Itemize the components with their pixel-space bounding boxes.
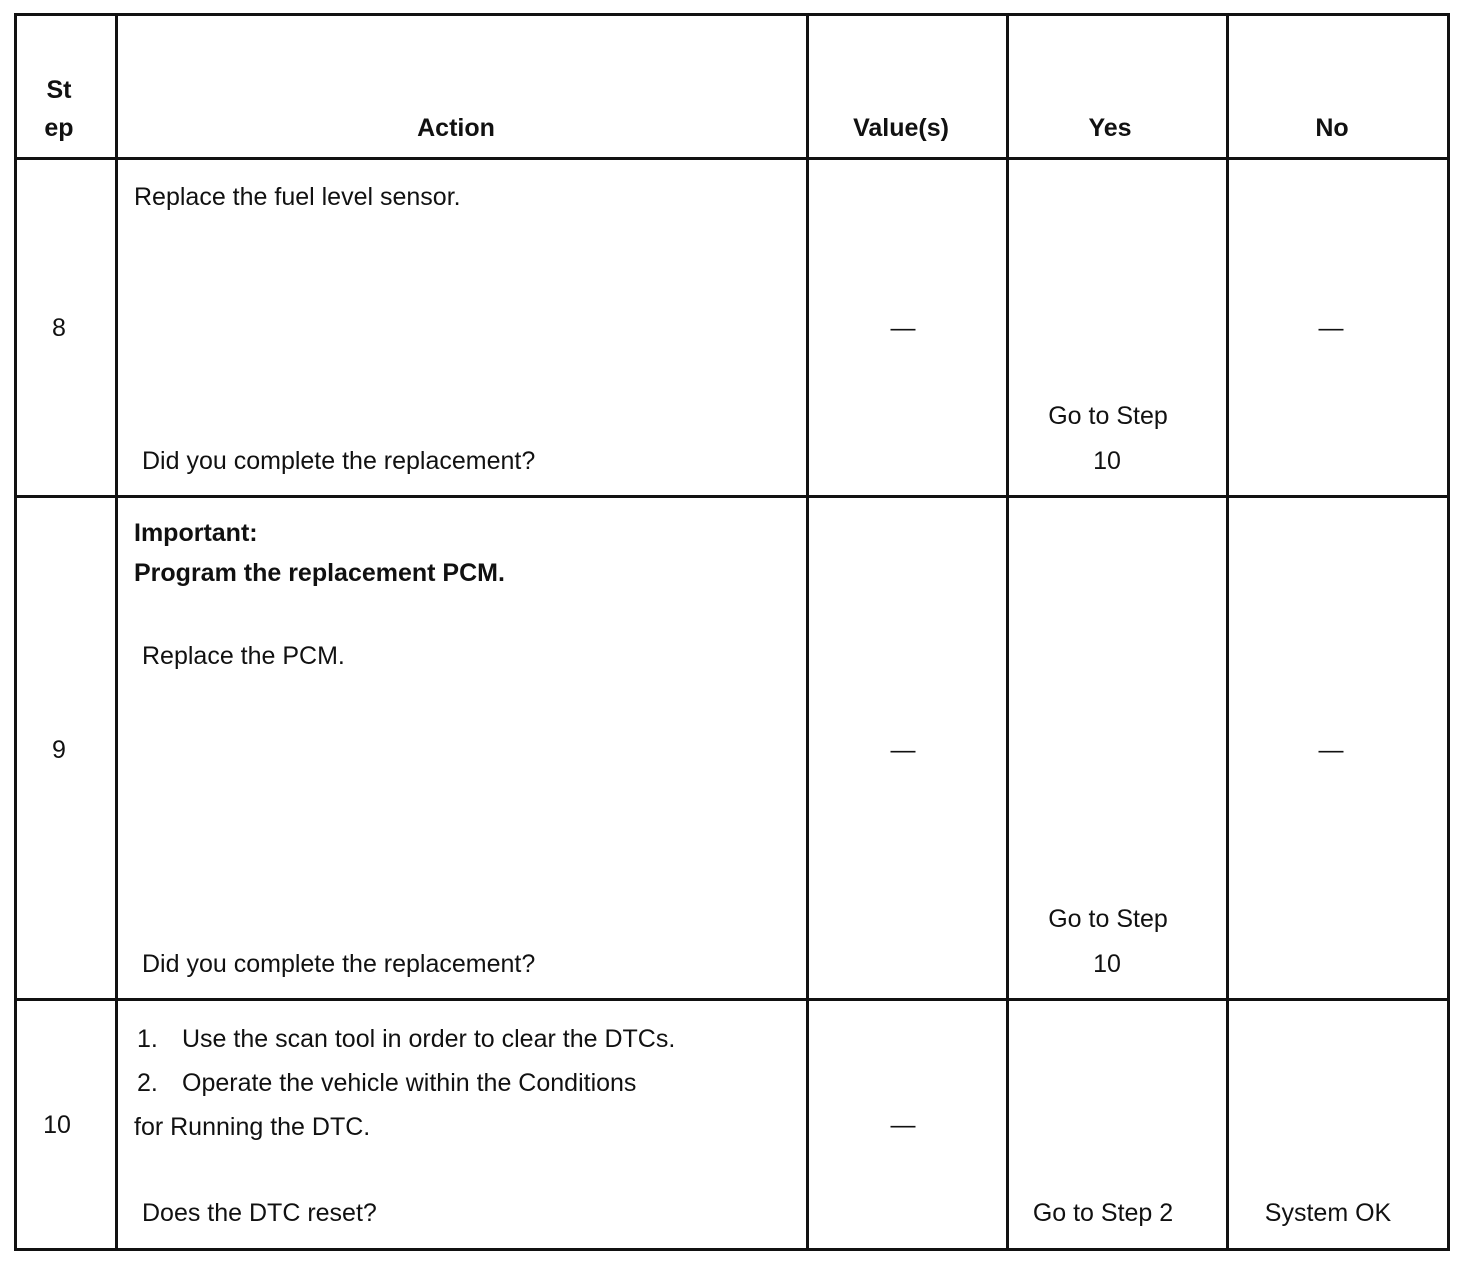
column-divider — [806, 13, 809, 1251]
row-divider — [14, 495, 1450, 498]
header-no: No — [1315, 114, 1349, 142]
value-cell: — — [890, 1111, 916, 1139]
list-continuation: for Running the DTC. — [134, 1113, 371, 1141]
table-border-left — [14, 13, 17, 1251]
list-item-text: Operate the vehicle within the Conditions — [182, 1069, 637, 1097]
yes-cell-line2: 10 — [1093, 447, 1121, 475]
table-border-right — [1447, 13, 1450, 1251]
table-border-top — [14, 13, 1450, 16]
no-cell: — — [1318, 314, 1344, 342]
header-step-line1: St — [46, 76, 72, 104]
header-step-line2: ep — [44, 114, 74, 142]
action-text: Replace the PCM. — [142, 642, 345, 670]
no-cell: System OK — [1264, 1199, 1392, 1227]
list-item-number: 2. — [137, 1069, 158, 1097]
no-cell: — — [1318, 736, 1344, 764]
yes-cell-line1: Go to Step — [1048, 402, 1168, 430]
column-divider — [1226, 13, 1229, 1251]
important-text: Program the replacement PCM. — [134, 559, 505, 587]
column-divider — [1006, 13, 1009, 1251]
step-number: 9 — [52, 736, 66, 764]
column-divider — [115, 13, 118, 1251]
action-question: Did you complete the replacement? — [142, 950, 536, 978]
header-divider — [14, 157, 1450, 160]
header-action: Action — [417, 114, 495, 142]
header-yes: Yes — [1088, 114, 1132, 142]
list-item-number: 1. — [137, 1025, 158, 1053]
header-values: Value(s) — [853, 114, 949, 142]
yes-cell-line2: 10 — [1093, 950, 1121, 978]
action-question: Did you complete the replacement? — [142, 447, 536, 475]
value-cell: — — [890, 736, 916, 764]
yes-cell: Go to Step 2 — [1032, 1199, 1174, 1227]
action-question: Does the DTC reset? — [142, 1199, 377, 1227]
step-number: 8 — [52, 314, 66, 342]
important-label: Important: — [134, 519, 258, 547]
yes-cell-line1: Go to Step — [1048, 905, 1168, 933]
step-number: 10 — [43, 1111, 71, 1139]
action-text: Replace the fuel level sensor. — [134, 183, 461, 211]
list-item-text: Use the scan tool in order to clear the DTCs. — [182, 1025, 676, 1053]
table-border-bottom — [14, 1248, 1450, 1251]
row-divider — [14, 998, 1450, 1001]
value-cell: — — [890, 314, 916, 342]
